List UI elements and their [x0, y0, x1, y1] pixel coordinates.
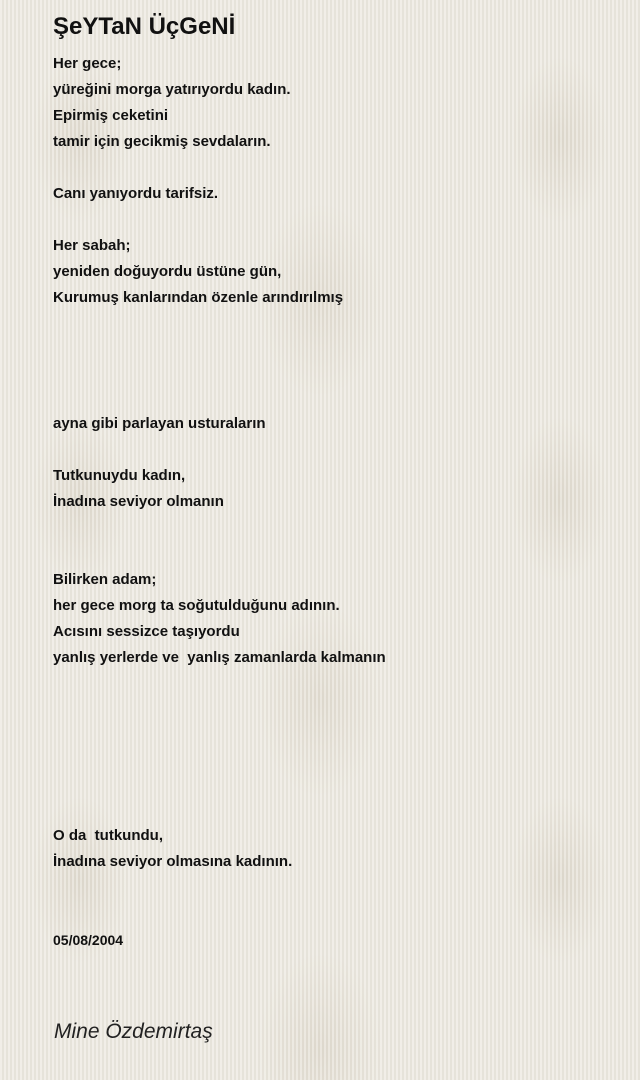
poem-title: ŞeYTaN ÜçGeNİ — [53, 13, 236, 40]
poem-line: yeniden doğuyordu üstüne gün, — [53, 263, 282, 280]
poem-line: Epirmiş ceketini — [53, 107, 169, 124]
poem-line: Kurumuş kanlarından özenle arındırılmış — [53, 289, 344, 306]
poem-line: O da tutkundu, — [53, 827, 163, 844]
poem-line: tamir için gecikmiş sevdaların. — [53, 133, 271, 150]
poem-line: yanlış yerlerde ve yanlış zamanlarda kalmanın — [53, 649, 386, 666]
poem-line: Tutkunuydu kadın, — [53, 467, 186, 484]
poem-line: ayna gibi parlayan usturaların — [53, 415, 266, 432]
poem-date: 05/08/2004 — [53, 932, 124, 948]
poem-line: Acısını sessizce taşıyordu — [53, 623, 240, 640]
poem-line: Bilirken adam; — [53, 571, 157, 588]
poem-line: her gece morg ta soğutulduğunu adının. — [53, 597, 340, 614]
poem-line: İnadına seviyor olmasına kadının. — [53, 853, 293, 870]
poem-line: Canı yanıyordu tarifsiz. — [53, 185, 219, 202]
author-name: Mine Özdemirtaş — [54, 1020, 213, 1043]
poem-line: Her sabah; — [53, 237, 131, 254]
poem-line: İnadına seviyor olmanın — [53, 493, 224, 510]
poem-line: yüreğini morga yatırıyordu kadın. — [53, 81, 291, 98]
poem-line: Her gece; — [53, 55, 122, 72]
